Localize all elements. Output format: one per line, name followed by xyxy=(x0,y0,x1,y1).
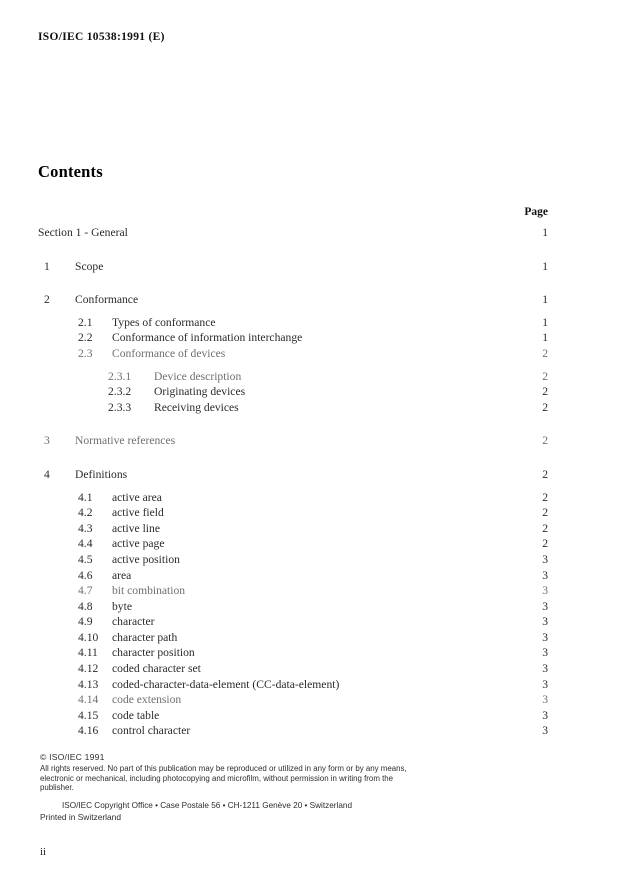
toc-entry-number: 4.5 xyxy=(78,552,93,566)
toc-entry[interactable] xyxy=(38,434,548,450)
toc-spacer xyxy=(38,363,548,370)
toc-entry[interactable] xyxy=(38,491,548,507)
toc-entry[interactable] xyxy=(38,724,548,740)
toc-entry[interactable] xyxy=(38,553,548,569)
toc-entry-page: 3 xyxy=(542,724,548,738)
toc-entry-page: 2 xyxy=(542,467,548,481)
toc-entry-label: character position xyxy=(112,646,195,660)
toc-entry-label: active area xyxy=(112,490,162,504)
toc-entry-page: 2 xyxy=(542,490,548,504)
toc-entry[interactable] xyxy=(38,385,548,401)
toc-entry-number: 4.3 xyxy=(78,521,93,535)
toc-entry-page: 2 xyxy=(542,521,548,535)
toc-entry-number: 4.1 xyxy=(78,490,93,504)
toc-entry-page: 2 xyxy=(542,385,548,399)
toc-entry-page: 3 xyxy=(542,584,548,598)
toc-entry-number: 2 xyxy=(44,293,50,307)
toc-entry-page: 3 xyxy=(542,552,548,566)
toc-entry-label: Receiving devices xyxy=(154,400,239,414)
toc-entry-number: 4.12 xyxy=(78,662,99,676)
toc-entry-number: 1 xyxy=(44,259,50,273)
toc-entry[interactable] xyxy=(38,347,548,363)
toc-entry-page: 2 xyxy=(542,400,548,414)
toc-entry[interactable] xyxy=(38,293,548,309)
toc-entry-page: 2 xyxy=(542,369,548,383)
toc-section-heading-page: 1 xyxy=(542,226,548,239)
toc-entry-page: 3 xyxy=(542,599,548,613)
toc-entry-number: 4.10 xyxy=(78,630,99,644)
toc-spacer xyxy=(38,309,548,316)
toc-entry-number: 2.2 xyxy=(78,331,93,345)
toc-entry[interactable] xyxy=(38,709,548,725)
toc-entry-page: 1 xyxy=(542,315,548,329)
toc-entry[interactable] xyxy=(38,693,548,709)
toc-entry[interactable] xyxy=(38,600,548,616)
toc-entry-number: 3 xyxy=(44,434,50,448)
toc-entry-page: 2 xyxy=(542,434,548,448)
toc-entry-page: 1 xyxy=(542,331,548,345)
page-title: Contents xyxy=(38,162,103,181)
toc-entry-label: active field xyxy=(112,506,164,520)
toc-entry-page: 3 xyxy=(542,693,548,707)
toc-spacer xyxy=(38,242,548,260)
toc-entry-page: 2 xyxy=(542,346,548,360)
toc-entry-number: 4.4 xyxy=(78,537,93,551)
toc-entry[interactable] xyxy=(38,646,548,662)
printed-in-line: Printed in Switzerland xyxy=(40,811,121,822)
toc-spacer xyxy=(38,450,548,468)
toc-header-row xyxy=(38,206,548,226)
toc-entry-number: 2.3.3 xyxy=(108,400,132,414)
copyright-office-line: ISO/IEC Copyright Office • Case Postale 56 • CH-1211 Genève 20 • Switzerland xyxy=(62,800,352,810)
toc-entry-number: 4.9 xyxy=(78,615,93,629)
toc-entry-number: 4.13 xyxy=(78,677,99,691)
toc-entry-page: 1 xyxy=(542,259,548,273)
toc-entry-number: 2.3.1 xyxy=(108,369,132,383)
toc-entry[interactable] xyxy=(38,569,548,585)
toc-entry-number: 4.7 xyxy=(78,584,93,598)
toc-entry[interactable] xyxy=(38,615,548,631)
footer-block xyxy=(40,752,460,822)
folio-page-number: ii xyxy=(40,846,47,858)
toc-entry-label: Normative references xyxy=(75,434,176,448)
toc-entry[interactable] xyxy=(38,260,548,276)
toc-entry-label: character xyxy=(112,615,155,629)
toc-entry-label: coded character set xyxy=(112,662,201,676)
toc-entry-list xyxy=(38,242,548,740)
toc-entry-page: 2 xyxy=(542,506,548,520)
toc-entry-number: 4.16 xyxy=(78,724,99,738)
toc-entry-label: Conformance xyxy=(75,293,139,307)
toc-entry-number: 2.1 xyxy=(78,315,93,329)
toc-entry-label: area xyxy=(112,568,132,582)
toc-entry-number: 4 xyxy=(44,467,50,481)
toc-entry[interactable] xyxy=(38,678,548,694)
toc-entry-page: 3 xyxy=(542,677,548,691)
toc-entry[interactable] xyxy=(38,331,548,347)
toc-entry[interactable] xyxy=(38,506,548,522)
toc-entry-label: active page xyxy=(112,537,165,551)
rights-reserved-text: All rights reserved. No part of this publication may be reproduced or utilized in any form or by any means, electronic or mechanical, including photocopying and microfilm, without permission in writing from the publisher. xyxy=(40,764,407,793)
toc-entry-label: bit combination xyxy=(112,584,186,598)
toc-entry-label: Conformance of devices xyxy=(112,346,226,360)
toc-entry[interactable] xyxy=(38,401,548,417)
toc-entry-label: active position xyxy=(112,552,180,566)
toc-entry-number: 2.3.2 xyxy=(108,385,132,399)
toc-entry[interactable] xyxy=(38,631,548,647)
toc-entry-number: 4.14 xyxy=(78,693,99,707)
toc-entry-label: Conformance of information interchange xyxy=(112,331,303,345)
toc-entry[interactable] xyxy=(38,316,548,332)
toc-entry[interactable] xyxy=(38,370,548,386)
toc-entry[interactable] xyxy=(38,584,548,600)
toc-entry[interactable] xyxy=(38,468,548,484)
toc-entry-label: Types of conformance xyxy=(112,315,216,329)
toc-entry-label: code extension xyxy=(112,693,182,707)
toc-entry[interactable] xyxy=(38,662,548,678)
toc-entry-page: 3 xyxy=(542,646,548,660)
toc-entry-label: character path xyxy=(112,630,178,644)
toc-entry-number: 4.8 xyxy=(78,599,93,613)
toc-section-heading-label: Section 1 - General xyxy=(38,226,128,239)
toc-entry[interactable] xyxy=(38,537,548,553)
toc-entry-number: 4.15 xyxy=(78,708,99,722)
toc-spacer xyxy=(38,275,548,293)
toc-entry-page: 2 xyxy=(542,537,548,551)
toc-entry-page: 3 xyxy=(542,708,548,722)
toc-entry-label: code table xyxy=(112,708,160,722)
toc-entry-label: control character xyxy=(112,724,191,738)
toc-entry-label: coded-character-data-element (CC-data-element) xyxy=(112,677,340,691)
toc-entry-number: 2.3 xyxy=(78,346,93,360)
toc-entry-number: 4.6 xyxy=(78,568,93,582)
toc-spacer xyxy=(38,416,548,434)
document-header-id: ISO/IEC 10538:1991 (E) xyxy=(38,31,165,43)
toc-entry-label: active line xyxy=(112,521,160,535)
toc-section-heading[interactable] xyxy=(38,226,548,242)
toc-entry-page: 3 xyxy=(542,568,548,582)
copyright-line: © ISO/IEC 1991 xyxy=(40,752,105,762)
toc-entry-number: 4.2 xyxy=(78,506,93,520)
toc-entry-label: Definitions xyxy=(75,467,128,481)
toc-entry-page: 3 xyxy=(542,615,548,629)
toc-entry-label: Scope xyxy=(75,259,104,273)
toc-entry-label: Device description xyxy=(154,369,242,383)
toc-entry-page: 3 xyxy=(542,662,548,676)
toc-spacer xyxy=(38,484,548,491)
toc-entry-label: Originating devices xyxy=(154,385,246,399)
toc-entry-label: byte xyxy=(112,599,132,613)
page-column-header: Page xyxy=(524,206,548,218)
table-of-contents xyxy=(38,206,548,740)
toc-entry-page: 3 xyxy=(542,630,548,644)
toc-entry[interactable] xyxy=(38,522,548,538)
toc-entry-number: 4.11 xyxy=(78,646,98,660)
toc-entry-page: 1 xyxy=(542,293,548,307)
